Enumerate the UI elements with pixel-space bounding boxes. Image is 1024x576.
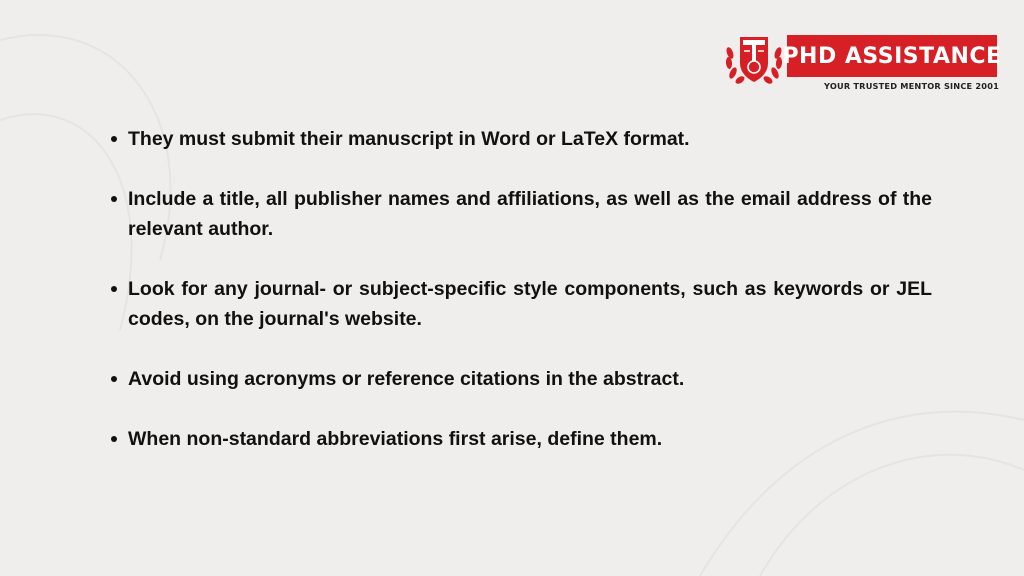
list-item — [110, 184, 932, 244]
logo-tagline: YOUR TRUSTED MENTOR SINCE 2001 — [824, 81, 999, 91]
bullet-dot-icon — [111, 136, 117, 142]
laurel-shield-emblem-icon — [724, 33, 784, 85]
list-item-text: When non-standard abbreviations first arise, define them. — [128, 428, 663, 450]
list-item-text: Include a title, all publisher names and affiliations, as well as the email address of the relevant author. — [128, 188, 932, 240]
bullet-dot-icon — [111, 436, 117, 442]
bullet-dot-icon — [111, 286, 117, 292]
list-item — [110, 424, 932, 454]
bullet-dot-icon — [111, 196, 117, 202]
list-item — [110, 274, 932, 334]
logo-banner — [782, 35, 1002, 77]
list-item-text: They must submit their manuscript in Word or LaTeX format. — [128, 128, 690, 150]
list-item-text: Look for any journal- or subject-specific style components, such as keywords or JEL codes, on the journal's website. — [128, 278, 932, 330]
phd-assistance-logo — [724, 33, 1002, 93]
logo-name: PHD ASSISTANCE — [782, 43, 1002, 69]
list-item — [110, 364, 932, 394]
bullet-list — [110, 124, 932, 454]
list-item-text: Avoid using acronyms or reference citations in the abstract. — [128, 368, 685, 390]
list-item — [110, 124, 932, 154]
bullet-dot-icon — [111, 376, 117, 382]
